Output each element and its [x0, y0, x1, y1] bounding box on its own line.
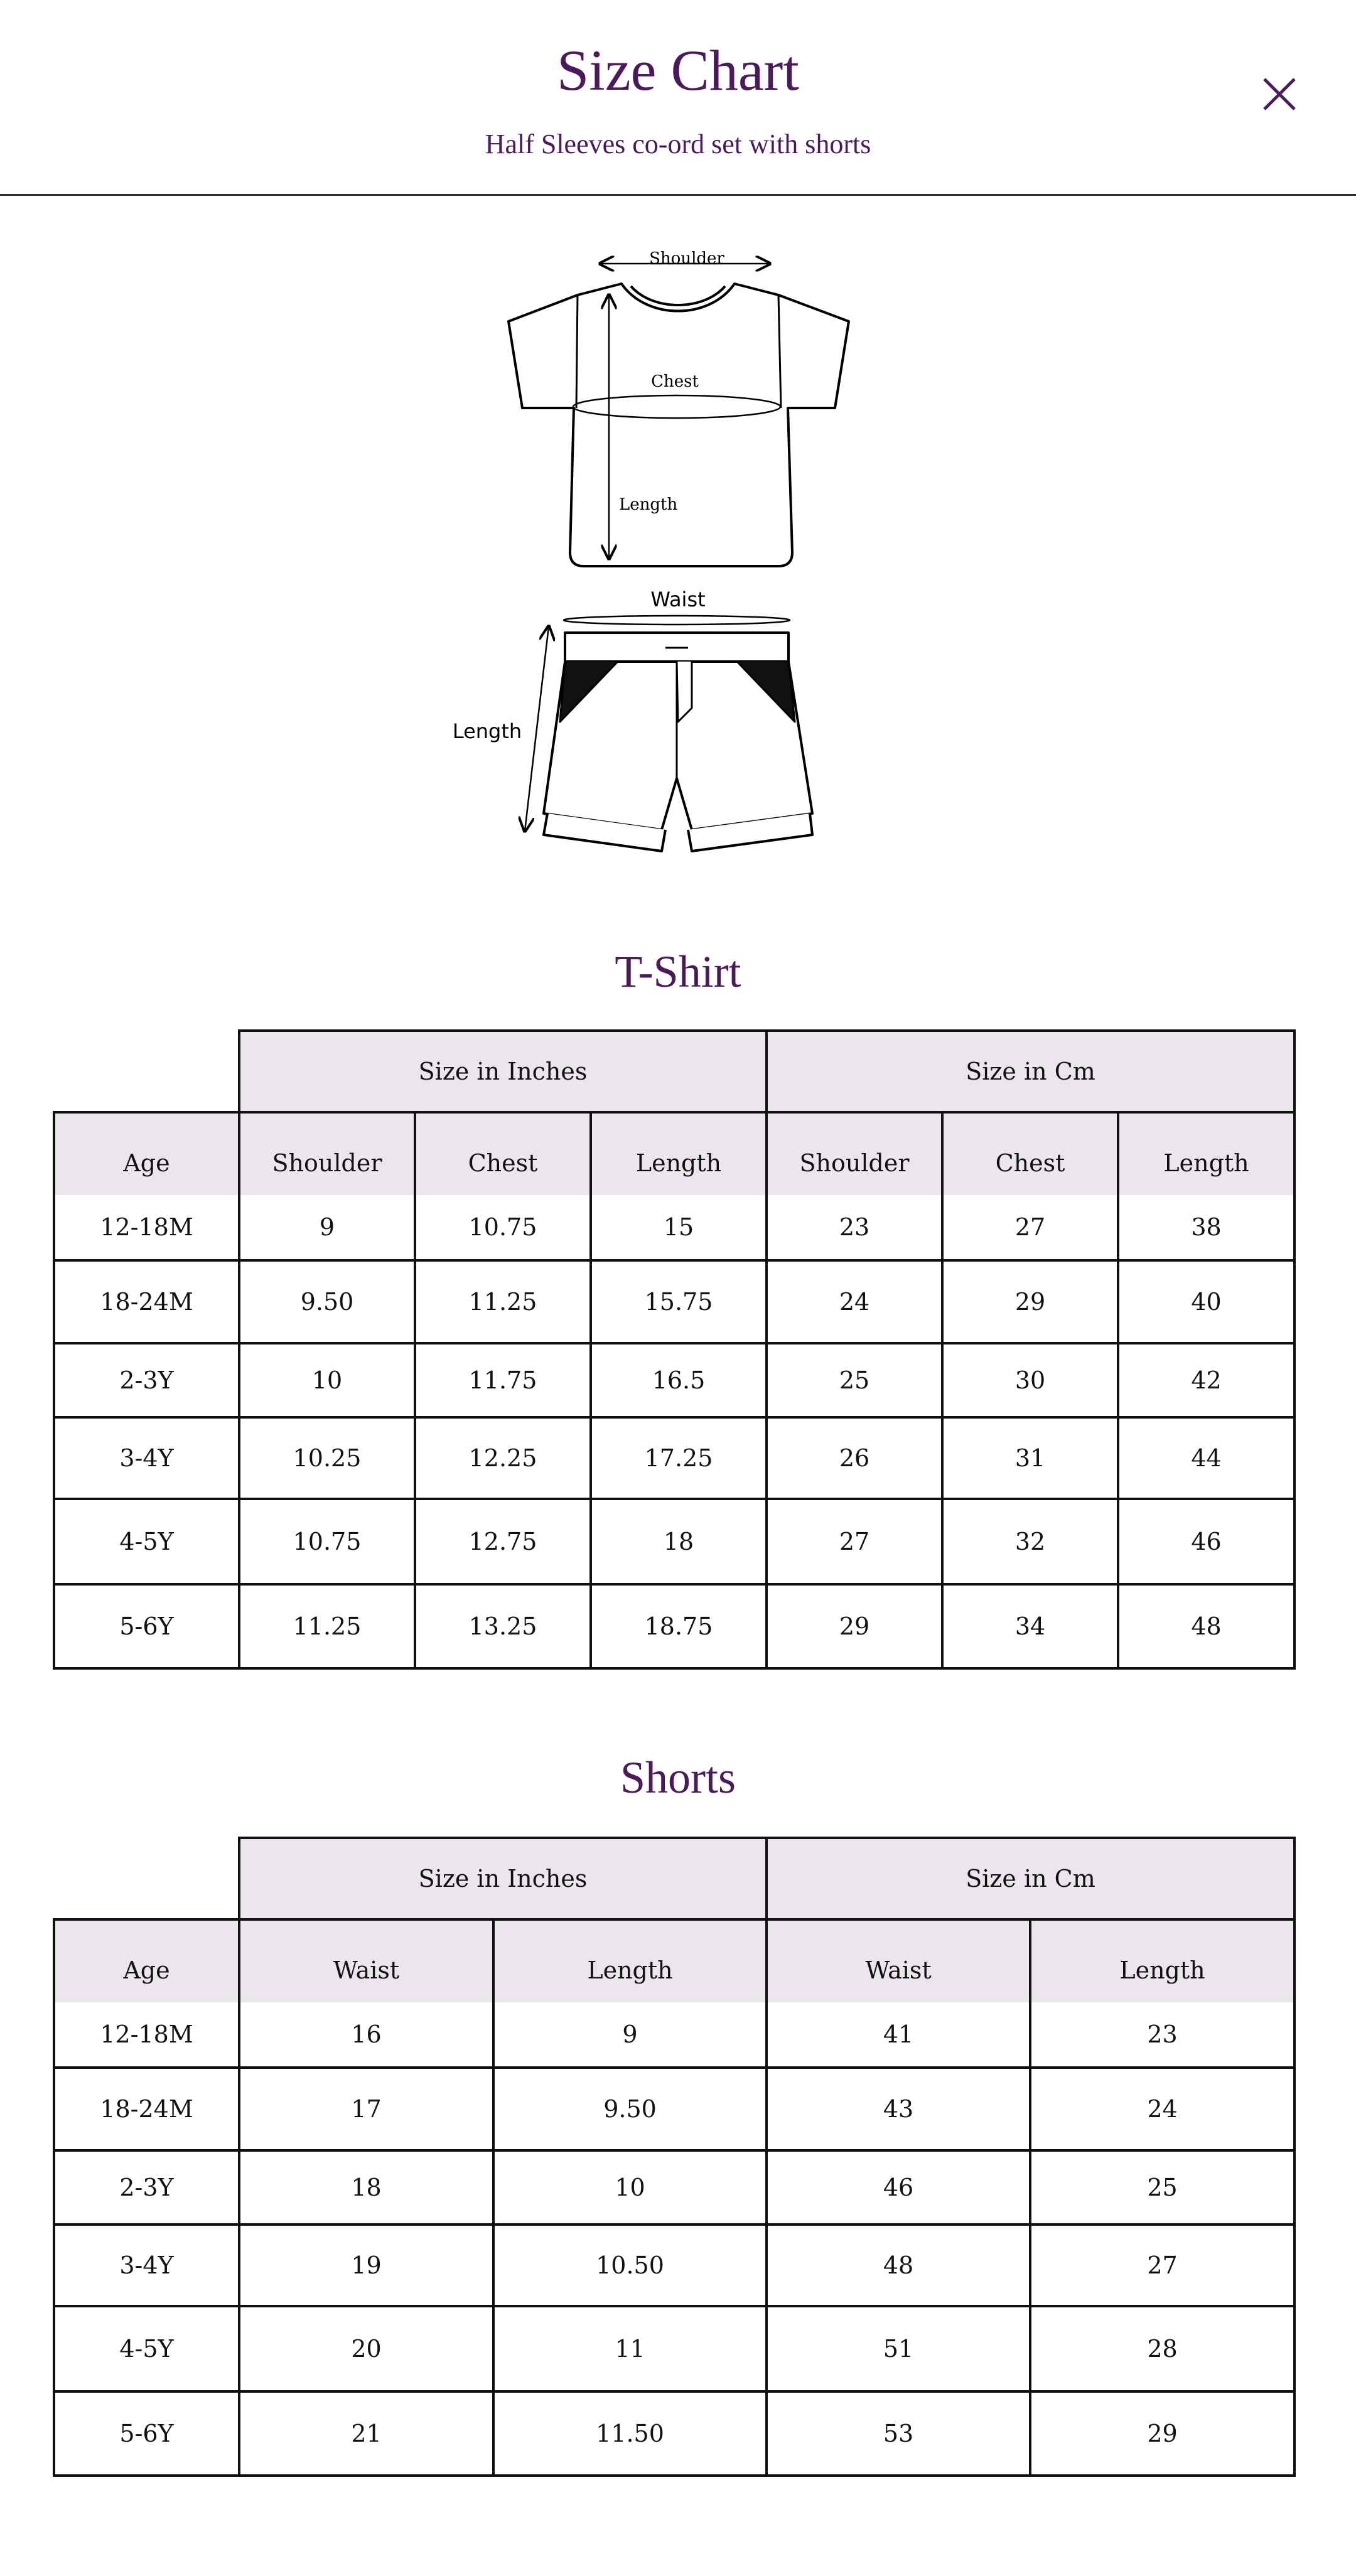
- cell-age: 2-3Y: [54, 1343, 239, 1417]
- table-group-header: [54, 1838, 1294, 1919]
- cell: 53: [767, 2391, 1030, 2476]
- cell: 28: [1030, 2306, 1294, 2391]
- cell: 51: [767, 2306, 1030, 2391]
- modal-header: [0, 0, 1356, 196]
- cell: 20: [239, 2306, 493, 2391]
- column-header-row: [54, 1919, 1294, 2002]
- cell-age: 2-3Y: [54, 2150, 239, 2224]
- cell: 24: [767, 1260, 942, 1343]
- tshirt-diagram: [508, 264, 849, 566]
- column-header-length-in: Length: [591, 1112, 767, 1195]
- cell: 23: [1030, 2002, 1294, 2068]
- size-inches-header: Size in Inches: [239, 1031, 767, 1112]
- cell: 40: [1118, 1260, 1294, 1343]
- cell: 9.50: [493, 2068, 767, 2150]
- cell: 17: [239, 2068, 493, 2150]
- column-header-chest-cm: Chest: [942, 1112, 1118, 1195]
- tshirt-chest-label: Chest: [651, 372, 699, 391]
- cell: 25: [767, 1343, 942, 1417]
- cell: 46: [1118, 1499, 1294, 1584]
- size-cm-header: Size in Cm: [767, 1031, 1294, 1112]
- cell: 13.25: [415, 1584, 591, 1668]
- table-row: [54, 2391, 1294, 2476]
- table-row: [54, 1343, 1294, 1417]
- cell: 25: [1030, 2150, 1294, 2224]
- cell: 19: [239, 2224, 493, 2306]
- cell: 41: [767, 2002, 1030, 2068]
- close-icon[interactable]: [1256, 70, 1303, 118]
- table-row: [54, 2224, 1294, 2306]
- column-header-waist-cm: Waist: [767, 1919, 1030, 2002]
- cell: 26: [767, 1417, 942, 1499]
- cell: 42: [1118, 1343, 1294, 1417]
- table-row: [54, 2068, 1294, 2150]
- column-header-chest-in: Chest: [415, 1112, 591, 1195]
- cell-age: 4-5Y: [54, 2306, 239, 2391]
- cell: 11.75: [415, 1343, 591, 1417]
- shorts-diagram: [525, 616, 812, 851]
- cell: 31: [942, 1417, 1118, 1499]
- table-row: [54, 1417, 1294, 1499]
- measurement-illustration: [0, 196, 1356, 893]
- column-header-age: Age: [54, 1919, 239, 2002]
- cell: 10.50: [493, 2224, 767, 2306]
- column-header-waist-in: Waist: [239, 1919, 493, 2002]
- cell: 12.75: [415, 1499, 591, 1584]
- column-header-age: Age: [54, 1112, 239, 1195]
- cell: 48: [1118, 1584, 1294, 1668]
- shorts-length-label: Length: [452, 719, 522, 743]
- cell: 11.25: [415, 1260, 591, 1343]
- cell-age: 18-24M: [54, 1260, 239, 1343]
- table-row: [54, 2002, 1294, 2068]
- tshirt-section-title: T-Shirt: [615, 947, 741, 997]
- cell: 16: [239, 2002, 493, 2068]
- cell: 27: [1030, 2224, 1294, 2306]
- table-row: [54, 1195, 1294, 1260]
- cell: 9.50: [239, 1260, 415, 1343]
- column-header-length-cm: Length: [1118, 1112, 1294, 1195]
- table-corner: [54, 1031, 239, 1112]
- table-corner: [54, 1838, 239, 1919]
- cell: 9: [239, 1195, 415, 1260]
- cell: 48: [767, 2224, 1030, 2306]
- table-row: [54, 1260, 1294, 1343]
- cell: 18: [239, 2150, 493, 2224]
- table-row: [54, 1499, 1294, 1584]
- cell: 18.75: [591, 1584, 767, 1668]
- cell: 23: [767, 1195, 942, 1260]
- cell: 11: [493, 2306, 767, 2391]
- cell: 16.5: [591, 1343, 767, 1417]
- cell-age: 3-4Y: [54, 2224, 239, 2306]
- cell: 29: [767, 1584, 942, 1668]
- cell: 32: [942, 1499, 1118, 1584]
- table-row: [54, 2150, 1294, 2224]
- page-title: Size Chart: [557, 38, 799, 102]
- size-inches-header: Size in Inches: [239, 1838, 767, 1919]
- column-header-shoulder-in: Shoulder: [239, 1112, 415, 1195]
- cell: 10.25: [239, 1417, 415, 1499]
- product-subtitle: Half Sleeves co-ord set with shorts: [485, 129, 871, 159]
- table-row: [54, 1584, 1294, 1668]
- cell: 21: [239, 2391, 493, 2476]
- cell: 44: [1118, 1417, 1294, 1499]
- tshirt-size-table: [53, 1029, 1296, 1670]
- column-header-length-cm: Length: [1030, 1919, 1294, 2002]
- size-cm-header: Size in Cm: [767, 1838, 1294, 1919]
- cell: 10.75: [415, 1195, 591, 1260]
- table-row: [54, 2306, 1294, 2391]
- cell: 43: [767, 2068, 1030, 2150]
- tshirt-shoulder-label: Shoulder: [649, 249, 724, 268]
- cell: 11.50: [493, 2391, 767, 2476]
- column-header-shoulder-cm: Shoulder: [767, 1112, 942, 1195]
- cell-age: 5-6Y: [54, 1584, 239, 1668]
- cell: 29: [942, 1260, 1118, 1343]
- cell: 46: [767, 2150, 1030, 2224]
- cell: 10: [493, 2150, 767, 2224]
- cell: 24: [1030, 2068, 1294, 2150]
- cell-age: 12-18M: [54, 1195, 239, 1260]
- cell-age: 4-5Y: [54, 1499, 239, 1584]
- cell: 18: [591, 1499, 767, 1584]
- cell: 29: [1030, 2391, 1294, 2476]
- cell: 10.75: [239, 1499, 415, 1584]
- cell: 11.25: [239, 1584, 415, 1668]
- cell: 17.25: [591, 1417, 767, 1499]
- shorts-size-table: [53, 1837, 1296, 2477]
- cell: 15.75: [591, 1260, 767, 1343]
- cell-age: 12-18M: [54, 2002, 239, 2068]
- cell: 38: [1118, 1195, 1294, 1260]
- table-group-header: [54, 1031, 1294, 1112]
- tshirt-length-label: Length: [619, 495, 678, 514]
- cell: 15: [591, 1195, 767, 1260]
- shorts-section-title: Shorts: [620, 1752, 736, 1803]
- cell: 9: [493, 2002, 767, 2068]
- cell: 30: [942, 1343, 1118, 1417]
- cell-age: 5-6Y: [54, 2391, 239, 2476]
- column-header-row: [54, 1112, 1294, 1195]
- cell: 27: [942, 1195, 1118, 1260]
- cell: 12.25: [415, 1417, 591, 1499]
- cell: 27: [767, 1499, 942, 1584]
- cell-age: 18-24M: [54, 2068, 239, 2150]
- column-header-length-in: Length: [493, 1919, 767, 2002]
- shorts-waist-label: Waist: [650, 588, 706, 611]
- cell: 34: [942, 1584, 1118, 1668]
- cell: 10: [239, 1343, 415, 1417]
- cell-age: 3-4Y: [54, 1417, 239, 1499]
